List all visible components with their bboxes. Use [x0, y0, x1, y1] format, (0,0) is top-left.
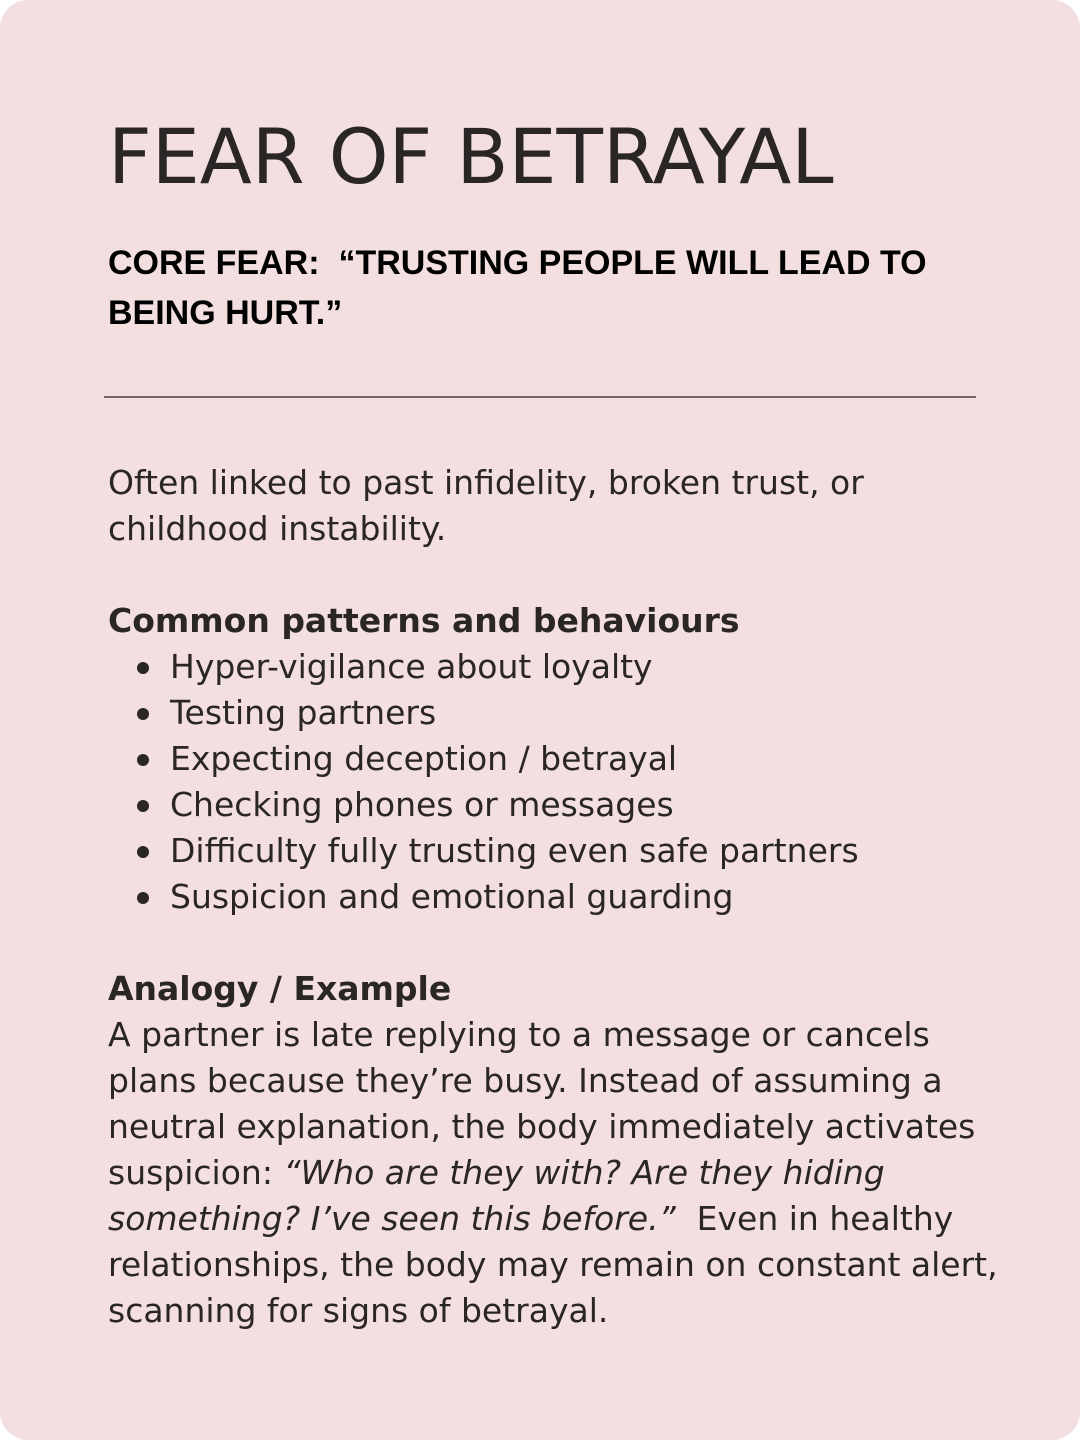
patterns-section — [108, 598, 1008, 920]
list-item-label: Expecting deception / betrayal — [170, 739, 678, 778]
analogy-paragraph — [108, 1012, 1008, 1334]
list-item — [108, 690, 1008, 736]
analogy-text-before: A partner is late replying to a message or cancels plans because they’re busy. Instead of assuming a neutral explanation, the body immediately activates suspicion: — [108, 1015, 976, 1192]
analogy-text-after: Even in healthy relationships, the body may remain on constant alert, scanning for signs of betrayal. — [108, 1199, 1009, 1330]
bullet-icon — [137, 892, 149, 904]
intro-text: Often linked to past infidelity, broken trust, or childhood instability. — [108, 463, 864, 548]
list-item — [108, 782, 1008, 828]
list-item-label: Testing partners — [170, 693, 437, 732]
page-title: FEAR OF BETRAYAL — [108, 112, 834, 201]
bullet-icon — [137, 708, 149, 720]
core-fear-statement: CORE FEAR: “TRUSTING PEOPLE WILL LEAD TO BEING HURT.” — [108, 244, 936, 332]
list-item-label: Checking phones or messages — [170, 785, 674, 824]
analogy-quote: “Who are they with? Are they hiding something? I’ve seen this before.” — [108, 1153, 885, 1238]
analogy-heading: Analogy / Example — [108, 969, 452, 1008]
list-item-label: Difficulty fully trusting even safe partners — [170, 831, 859, 870]
bullet-icon — [137, 846, 149, 858]
list-item — [108, 736, 1008, 782]
patterns-heading: Common patterns and behaviours — [108, 601, 740, 640]
list-item — [108, 874, 1008, 920]
section-divider — [104, 396, 976, 398]
list-item-label: Suspicion and emotional guarding — [170, 877, 734, 916]
list-item — [108, 828, 1008, 874]
bullet-icon — [137, 754, 149, 766]
list-item-label: Hyper-vigilance about loyalty — [170, 647, 653, 686]
list-item — [108, 644, 1008, 690]
patterns-list — [108, 644, 1008, 920]
analogy-section — [108, 966, 1008, 1334]
bullet-icon — [137, 800, 149, 812]
bullet-icon — [137, 662, 149, 674]
